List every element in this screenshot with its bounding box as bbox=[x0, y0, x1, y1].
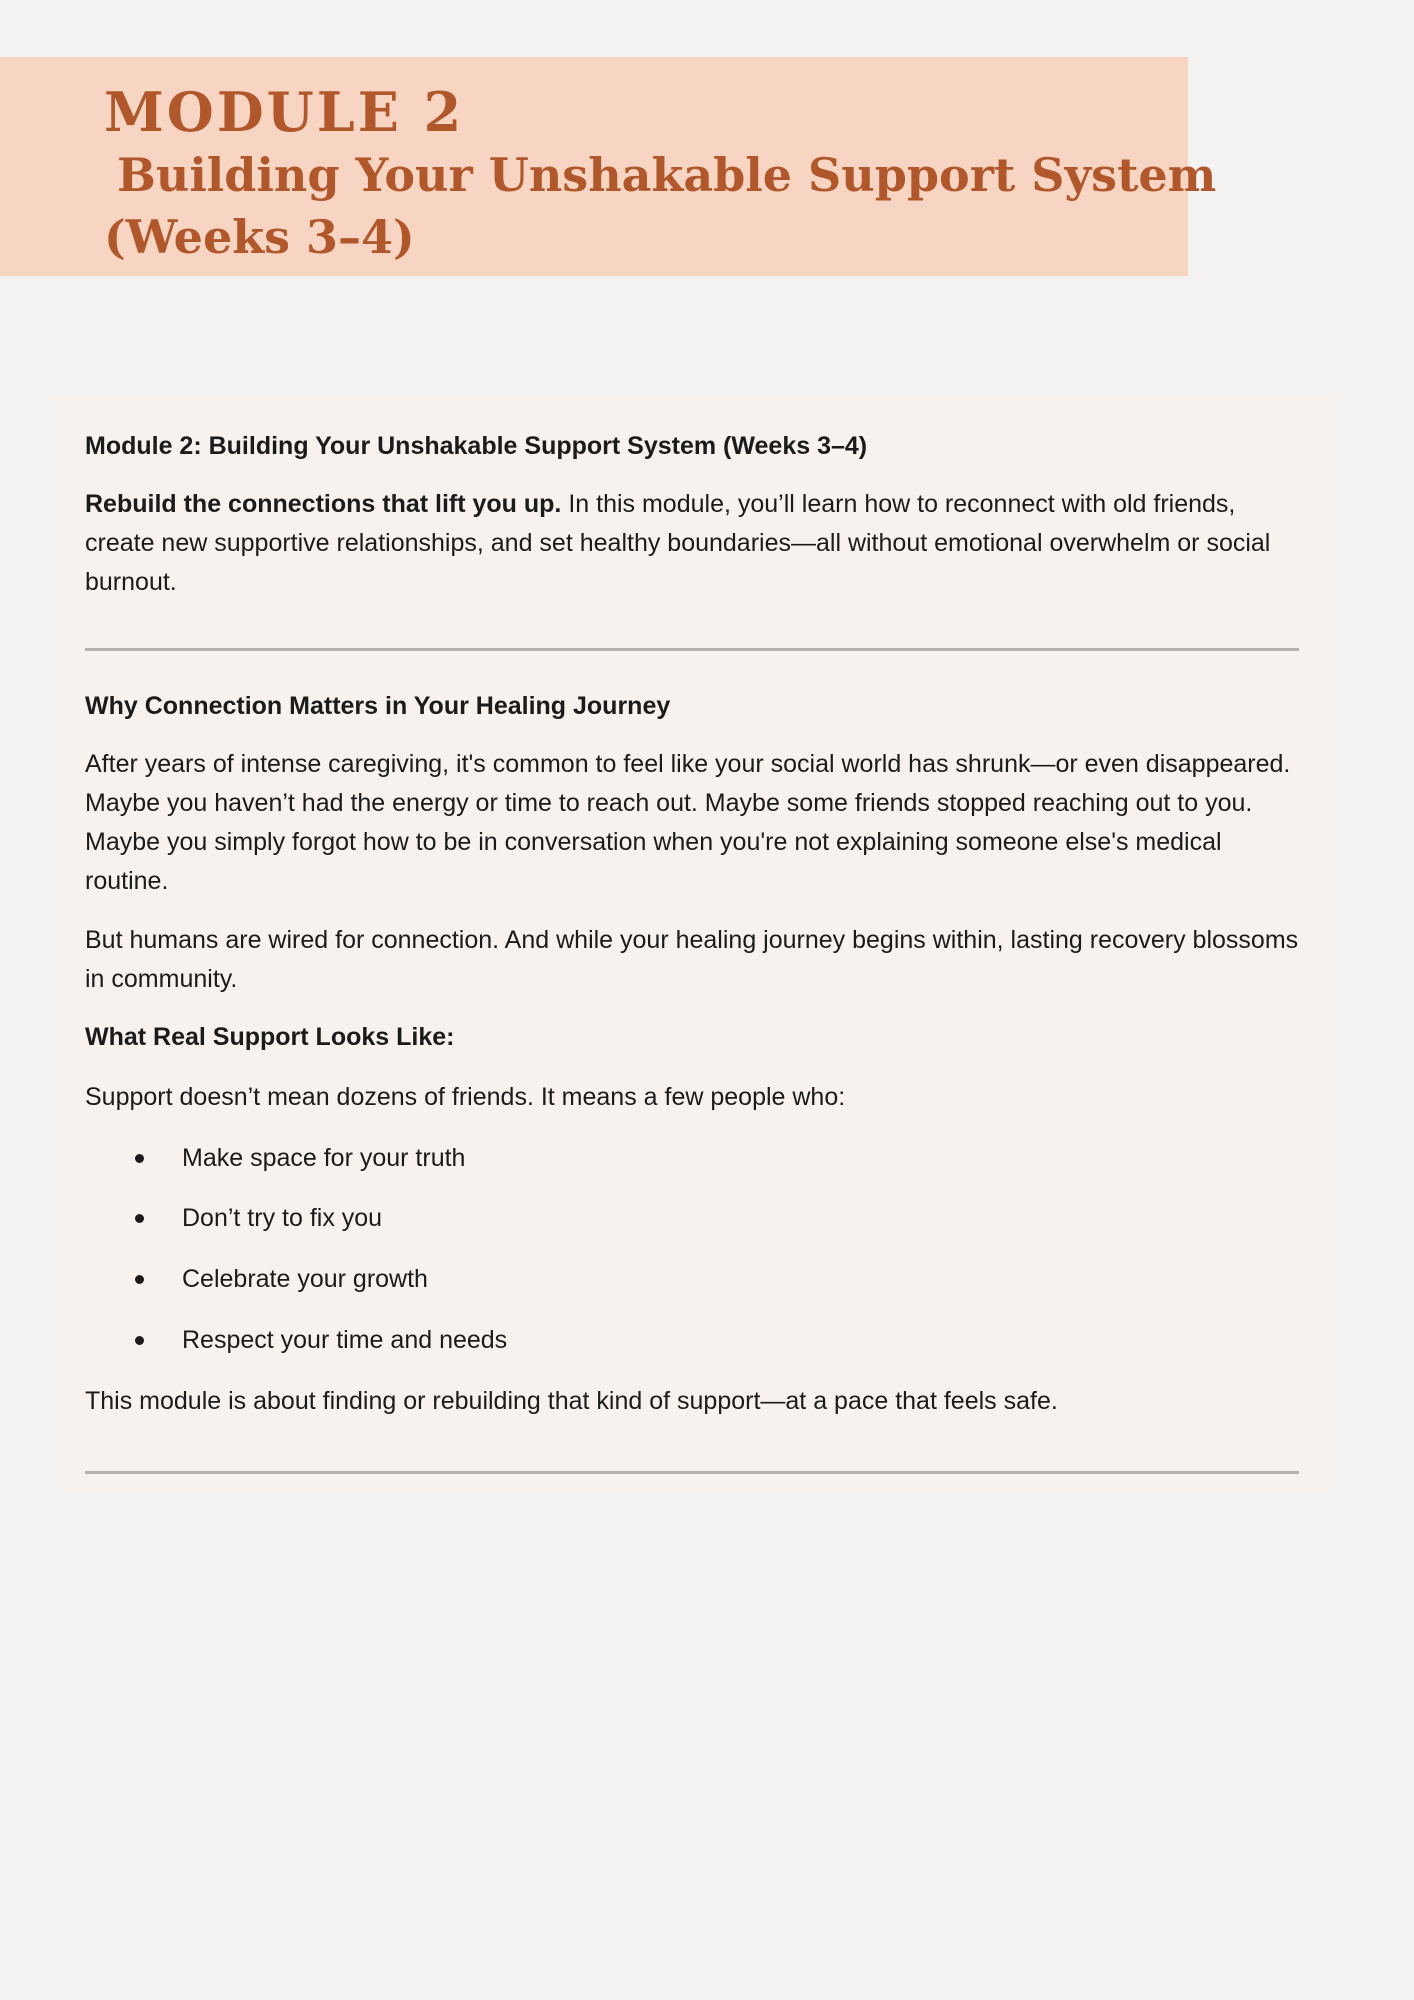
intro-text: In this module, you’ll learn how to reconnect with old friends, create new supportive relationships, and set healthy boundaries—all without emotional overwhelm or social burnout. bbox=[85, 490, 1271, 596]
intro-bold-lead: Rebuild the connections that lift you up. bbox=[85, 490, 562, 518]
divider-1 bbox=[85, 648, 1299, 651]
divider-2 bbox=[85, 1471, 1299, 1474]
bullet-text: Make space for your truth bbox=[182, 1144, 466, 1172]
content-card bbox=[55, 396, 1335, 1490]
bullet-icon bbox=[135, 1275, 144, 1284]
support-paragraph: Support doesn’t mean dozens of friends. It means a few people who: bbox=[85, 1083, 846, 1111]
intro-paragraph bbox=[85, 485, 1299, 602]
section-heading-support: What Real Support Looks Like: bbox=[85, 1023, 455, 1051]
bullet-icon bbox=[135, 1214, 144, 1223]
closing-paragraph: This module is about finding or rebuilding that kind of support—at a pace that feels safe. bbox=[85, 1387, 1058, 1415]
bullet-text: Respect your time and needs bbox=[182, 1326, 508, 1354]
section-heading-connection: Why Connection Matters in Your Healing Journey bbox=[85, 692, 671, 720]
bullet-icon bbox=[135, 1336, 144, 1345]
module-title: Building Your Unshakable Support System bbox=[117, 148, 1217, 202]
connection-paragraph-2: But humans are wired for connection. And while your healing journey begins within, lasting recovery blossoms in community. bbox=[85, 926, 1299, 993]
connection-paragraph-1: After years of intense caregiving, it's common to feel like your social world has shrunk—or even disappeared. Maybe you haven’t had the energy or time to reach out. Maybe some friends stopped reaching out to you. Maybe you simply forgot how to be in conversation when you're not explaining someone else's medical routine. bbox=[85, 750, 1291, 895]
module-weeks: (Weeks 3–4) bbox=[104, 210, 415, 264]
module-label: MODULE 2 bbox=[104, 80, 465, 144]
bullet-text: Don’t try to fix you bbox=[182, 1204, 383, 1232]
bullet-icon bbox=[135, 1154, 144, 1163]
bullet-text: Celebrate your growth bbox=[182, 1265, 428, 1293]
content-heading: Module 2: Building Your Unshakable Support System (Weeks 3–4) bbox=[85, 432, 868, 460]
